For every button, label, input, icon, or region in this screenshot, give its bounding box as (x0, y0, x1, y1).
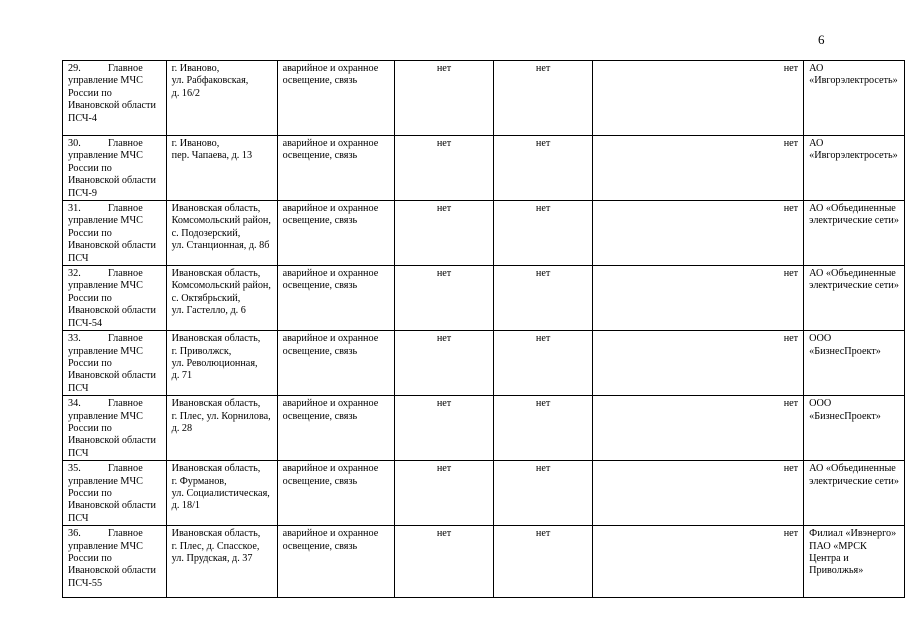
org-line: управление МЧС (68, 75, 143, 87)
lighting-line: аварийное и охранное (282, 333, 379, 345)
address-line: г. Иваново, (171, 63, 220, 74)
org-line: России по (68, 357, 112, 369)
status-cell-v3: нет (592, 396, 803, 461)
address-cell (166, 61, 277, 136)
owner-cell (804, 201, 905, 266)
org-cell (63, 331, 167, 396)
status-cell-v2: нет (494, 461, 593, 526)
org-cell (63, 136, 167, 201)
address-line: г. Приволжск, (171, 345, 232, 357)
status-cell-v1: нет (394, 136, 494, 201)
org-line: управление МЧС (68, 150, 143, 162)
status-cell-v2: нет (494, 266, 593, 331)
org-line: управление МЧС (68, 540, 143, 552)
status-cell-v2: нет (494, 61, 593, 136)
owner-line: АО «Объединенные (809, 463, 896, 475)
org-line: России по (68, 422, 112, 434)
status-cell-v3: нет (592, 136, 803, 201)
address-line: д. 71 (171, 370, 193, 382)
status-cell-v2: нет (494, 396, 593, 461)
org-first-line (68, 398, 161, 410)
owner-cell (804, 396, 905, 461)
status-cell-v1: нет (394, 266, 494, 331)
org-line: Главное (108, 63, 143, 74)
lighting-cell (277, 136, 394, 201)
org-line: ПСЧ (68, 512, 89, 524)
address-line: д. 16/2 (171, 87, 201, 99)
address-line: Комсомольский район, (171, 280, 271, 292)
owner-line: АО «Объединенные (809, 268, 896, 280)
org-line: управление МЧС (68, 345, 143, 357)
row-number: 29. (68, 63, 81, 74)
org-line: управление МЧС (68, 410, 143, 422)
org-line: России по (68, 162, 112, 174)
address-line: с. Подозерский, (171, 227, 241, 239)
status-cell-v1: нет (394, 526, 494, 598)
address-line: Ивановская область, (171, 333, 261, 345)
org-cell (63, 61, 167, 136)
row-number: 35. (68, 463, 81, 475)
org-line: управление МЧС (68, 475, 143, 487)
org-cell (63, 396, 167, 461)
lighting-line: аварийное и охранное (282, 203, 379, 215)
lighting-line: освещение, связь (282, 410, 358, 422)
table-row (63, 331, 905, 396)
status-cell-v3: нет (592, 201, 803, 266)
address-line: ул. Социалистическая, (171, 487, 270, 499)
org-line: Ивановской области (68, 175, 156, 187)
status-cell-v3: нет (592, 266, 803, 331)
address-cell (166, 461, 277, 526)
address-line: Ивановская область, (171, 398, 261, 410)
status-cell-v3: нет (592, 61, 803, 136)
status-cell-v1: нет (394, 396, 494, 461)
address-line: г. Иваново, (171, 138, 220, 149)
org-line: ПСЧ (68, 252, 89, 264)
org-line: Ивановской области (68, 500, 156, 512)
lighting-line: освещение, связь (282, 75, 358, 87)
org-line: управление МЧС (68, 215, 143, 227)
address-line: пер. Чапаева, д. 13 (171, 150, 253, 162)
org-line: Главное (108, 268, 143, 280)
owner-cell (804, 331, 905, 396)
lighting-cell (277, 331, 394, 396)
lighting-line: аварийное и охранное (282, 268, 379, 280)
table-row (63, 526, 905, 598)
lighting-line: освещение, связь (282, 280, 358, 292)
org-line: ПСЧ-55 (68, 577, 103, 589)
org-line: Главное (108, 463, 143, 475)
address-cell (166, 136, 277, 201)
address-line: г. Плес, д. Спасское, (171, 540, 260, 552)
owner-cell (804, 136, 905, 201)
org-line: управление МЧС (68, 280, 143, 292)
address-line: Ивановская область, (171, 528, 261, 540)
owner-line: АО (809, 63, 824, 74)
org-line: России по (68, 87, 112, 99)
row-number: 31. (68, 203, 81, 215)
status-cell-v3: нет (592, 331, 803, 396)
org-line: Ивановской области (68, 435, 156, 447)
status-cell-v2: нет (494, 136, 593, 201)
status-cell-v2: нет (494, 331, 593, 396)
address-line: д. 18/1 (171, 500, 201, 512)
org-line: Главное (108, 528, 143, 540)
org-first-line (68, 333, 161, 345)
row-number: 33. (68, 333, 81, 345)
org-line: Главное (108, 138, 143, 149)
org-line: России по (68, 487, 112, 499)
lighting-line: аварийное и охранное (282, 463, 379, 475)
row-number: 36. (68, 528, 81, 540)
facilities-table (62, 60, 905, 598)
org-first-line (68, 203, 161, 215)
org-cell (63, 266, 167, 331)
owner-line: «Ивгорэлектросеть» (809, 150, 898, 162)
org-first-line (68, 268, 161, 280)
address-cell (166, 266, 277, 331)
owner-line: АО «Объединенные (809, 203, 896, 215)
lighting-line: освещение, связь (282, 540, 358, 552)
lighting-line: аварийное и охранное (282, 138, 379, 149)
address-line: г. Плес, ул. Корнилова, (171, 410, 271, 422)
lighting-line: освещение, связь (282, 215, 358, 227)
org-first-line (68, 463, 161, 475)
row-number: 34. (68, 398, 81, 410)
address-line: Ивановская область, (171, 203, 261, 215)
owner-line: Филиал «Ивэнерго» (809, 528, 897, 540)
owner-line: Приволжья» (809, 565, 864, 577)
owner-line: ООО (809, 398, 832, 410)
org-line: Главное (108, 333, 143, 345)
table-row (63, 136, 905, 201)
owner-line: электрические сети» (809, 215, 899, 227)
org-cell (63, 526, 167, 598)
status-cell-v1: нет (394, 61, 494, 136)
lighting-line: освещение, связь (282, 150, 358, 162)
lighting-cell (277, 61, 394, 136)
row-number: 32. (68, 268, 81, 280)
table-row (63, 396, 905, 461)
table-body (63, 61, 905, 598)
org-line: ПСЧ-4 (68, 112, 98, 124)
address-line: ул. Прудская, д. 37 (171, 553, 253, 564)
org-line: Главное (108, 203, 143, 215)
table-row (63, 61, 905, 136)
page-number: 6 (818, 32, 825, 47)
status-cell-v1: нет (394, 461, 494, 526)
org-line: Ивановской области (68, 370, 156, 382)
lighting-cell (277, 461, 394, 526)
address-line: ул. Рабфаковская, (171, 75, 249, 87)
status-cell-v3: нет (592, 461, 803, 526)
lighting-line: освещение, связь (282, 475, 358, 487)
address-line: д. 28 (171, 422, 193, 434)
owner-line: электрические сети» (809, 280, 899, 292)
table-row (63, 266, 905, 331)
org-line: ПСЧ (68, 382, 89, 394)
table-row (63, 461, 905, 526)
address-line: ул. Станционная, д. 8б (171, 240, 270, 252)
address-cell (166, 331, 277, 396)
row-number: 30. (68, 138, 81, 149)
status-cell-v2: нет (494, 201, 593, 266)
status-cell-v1: нет (394, 201, 494, 266)
lighting-cell (277, 526, 394, 598)
lighting-line: аварийное и охранное (282, 528, 379, 540)
lighting-line: освещение, связь (282, 345, 358, 357)
org-first-line (68, 138, 161, 150)
org-line: России по (68, 553, 112, 564)
owner-line: «Ивгорэлектросеть» (809, 75, 898, 87)
org-line: ПСЧ-54 (68, 317, 103, 329)
org-first-line (68, 528, 161, 540)
org-line: Главное (108, 398, 143, 410)
address-line: ул. Гастелло, д. 6 (171, 305, 246, 317)
owner-cell (804, 61, 905, 136)
org-line: Ивановской области (68, 565, 156, 577)
address-cell (166, 201, 277, 266)
org-line: Ивановской области (68, 240, 156, 252)
owner-cell (804, 461, 905, 526)
address-cell (166, 396, 277, 461)
org-first-line (68, 63, 161, 75)
address-line: г. Фурманов, (171, 475, 227, 487)
org-line: ПСЧ (68, 447, 89, 459)
lighting-cell (277, 396, 394, 461)
owner-line: Центра и (809, 553, 849, 564)
org-cell (63, 461, 167, 526)
org-line: России по (68, 292, 112, 304)
lighting-cell (277, 266, 394, 331)
address-line: Ивановская область, (171, 268, 261, 280)
owner-line: «БизнесПроект» (809, 345, 881, 357)
address-line: Ивановская область, (171, 463, 261, 475)
org-line: Ивановской области (68, 100, 156, 112)
owner-line: «БизнесПроект» (809, 410, 881, 422)
org-line: ПСЧ-9 (68, 187, 98, 199)
owner-cell (804, 266, 905, 331)
address-cell (166, 526, 277, 598)
owner-line: АО (809, 138, 824, 149)
lighting-line: аварийное и охранное (282, 398, 379, 410)
owner-cell (804, 526, 905, 598)
lighting-cell (277, 201, 394, 266)
status-cell-v3: нет (592, 526, 803, 598)
owner-line: ПАО «МРСК (809, 540, 867, 552)
org-line: Ивановской области (68, 305, 156, 317)
address-line: ул. Революционная, (171, 357, 258, 369)
table-row (63, 201, 905, 266)
status-cell-v1: нет (394, 331, 494, 396)
org-cell (63, 201, 167, 266)
lighting-line: аварийное и охранное (282, 63, 379, 74)
owner-line: электрические сети» (809, 475, 899, 487)
owner-line: ООО (809, 333, 832, 345)
status-cell-v2: нет (494, 526, 593, 598)
org-line: России по (68, 227, 112, 239)
address-line: Комсомольский район, (171, 215, 271, 227)
address-line: с. Октябрьский, (171, 292, 241, 304)
